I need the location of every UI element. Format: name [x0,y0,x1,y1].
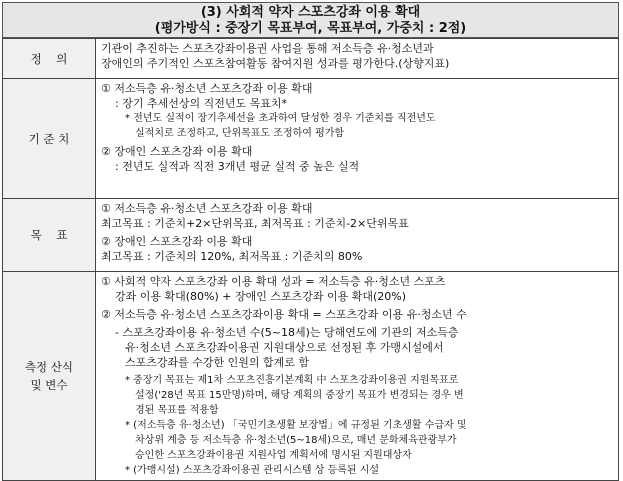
goal-content [96,199,619,272]
goal-line: ① 저소득층 유·청소년 스포츠강좌 이용 확대 [101,202,313,215]
label-definition: 정 의 [3,39,96,79]
measurement-line: ① 사회적 약자 스포츠강좌 이용 확대 성과 = 저소득층 유·청소년 스포츠 [101,275,446,288]
measurement-note: * 중장기 목표는 제1차 스포츠진흥기본계획 中 스포츠강좌이용권 지원목표로 [125,375,459,386]
definition-line: 장애인의 주기적인 스포츠참여활동 참여지원 성과를 평가한다.(상향지표) [101,57,450,70]
measurement-content [96,272,619,481]
measurement-line: ② 저소득층 유·청소년 스포츠강좌이용 확대 = 스포츠강좌 이용 유·청소년 수 [101,308,467,321]
criteria-content [96,79,619,199]
measurement-line: 스포츠강좌를 수강한 인원의 합계로 함 [125,356,310,369]
row-criteria [3,79,619,199]
row-definition [3,39,619,79]
goal-line: 최고목표 : 기준치의 120%, 최저목표 : 기준치의 80% [101,250,363,263]
criteria-note: * 전년도 실적이 장기추세선을 초과하여 달성한 경우 기준치를 직전년도 [125,113,436,124]
measurement-note: 승인한 스포츠강좌이용권 지원사업 계획서에 명시된 지원대상자 [135,450,412,461]
label-goal: 목 표 [3,199,96,272]
definition-content [96,39,619,79]
row-goal [3,199,619,272]
label-measurement [3,272,96,481]
goal-line: 최고목표 : 기준치+2×단위목표, 최저목표 : 기준치-2×단위목표 [101,217,409,230]
measurement-line: - 스포츠강좌이용 유·청소년 수(5~18세)는 당해연도에 기관의 저소득층 [115,326,459,339]
measurement-note: * (가맹시설) 스포츠강좌이용권 관리시스템 상 등록된 시설 [125,465,380,476]
criteria-line: : 장기 추세선상의 직전년도 목표치* [115,97,287,110]
criteria-line: ① 저소득층 유·청소년 스포츠강좌 이용 확대 [101,82,313,95]
measurement-note: 차상위 계층 등 저소득층 유·청소년(5~18세)으로, 매년 문화체육관광부가 [135,435,457,446]
measurement-note: * (저소득층 유·청소년) 「국민기초생활 보장법」에 규정된 기초생활 수급자 및 [125,420,467,431]
measurement-note: 경된 목표를 적용함 [135,405,219,416]
section-title: (3) 사회적 약자 스포츠강좌 이용 확대 [200,5,421,20]
measurement-line: 강좌 이용 확대(80%) + 장애인 스포츠강좌 이용 확대(20%) [115,290,407,303]
row-measurement [3,272,619,481]
criteria-line: ② 장애인 스포츠강좌 이용 확대 [101,145,253,158]
indicator-table [2,38,619,481]
label-measurement-line: 및 변수 [30,378,68,392]
goal-line: ② 장애인 스포츠강좌 이용 확대 [101,235,253,248]
label-criteria: 기 준 치 [3,79,96,199]
measurement-note: 설정('28년 목표 15만명)하며, 해당 계획의 중장기 목표가 변경되는 경우 변 [135,390,464,401]
criteria-line: : 전년도 실적과 직전 3개년 평균 실적 중 높은 실적 [115,160,360,173]
measurement-line: 유·청소년 스포츠강좌이용권 지원대상으로 선정된 후 가맹시설에서 [125,341,444,354]
evaluation-method: (평가방식 : 중장기 목표부여, 목표부여, 가중치 : 2점) [154,21,467,36]
definition-line: 기관이 추진하는 스포츠강좌이용권 사업을 통해 저소득층 유·청소년과 [101,42,434,55]
criteria-note: 실적치로 조정하고, 단위목표도 조정하여 평가함 [135,128,345,139]
section-title-box [2,2,619,38]
label-measurement-line: 측정 산식 [24,360,74,374]
